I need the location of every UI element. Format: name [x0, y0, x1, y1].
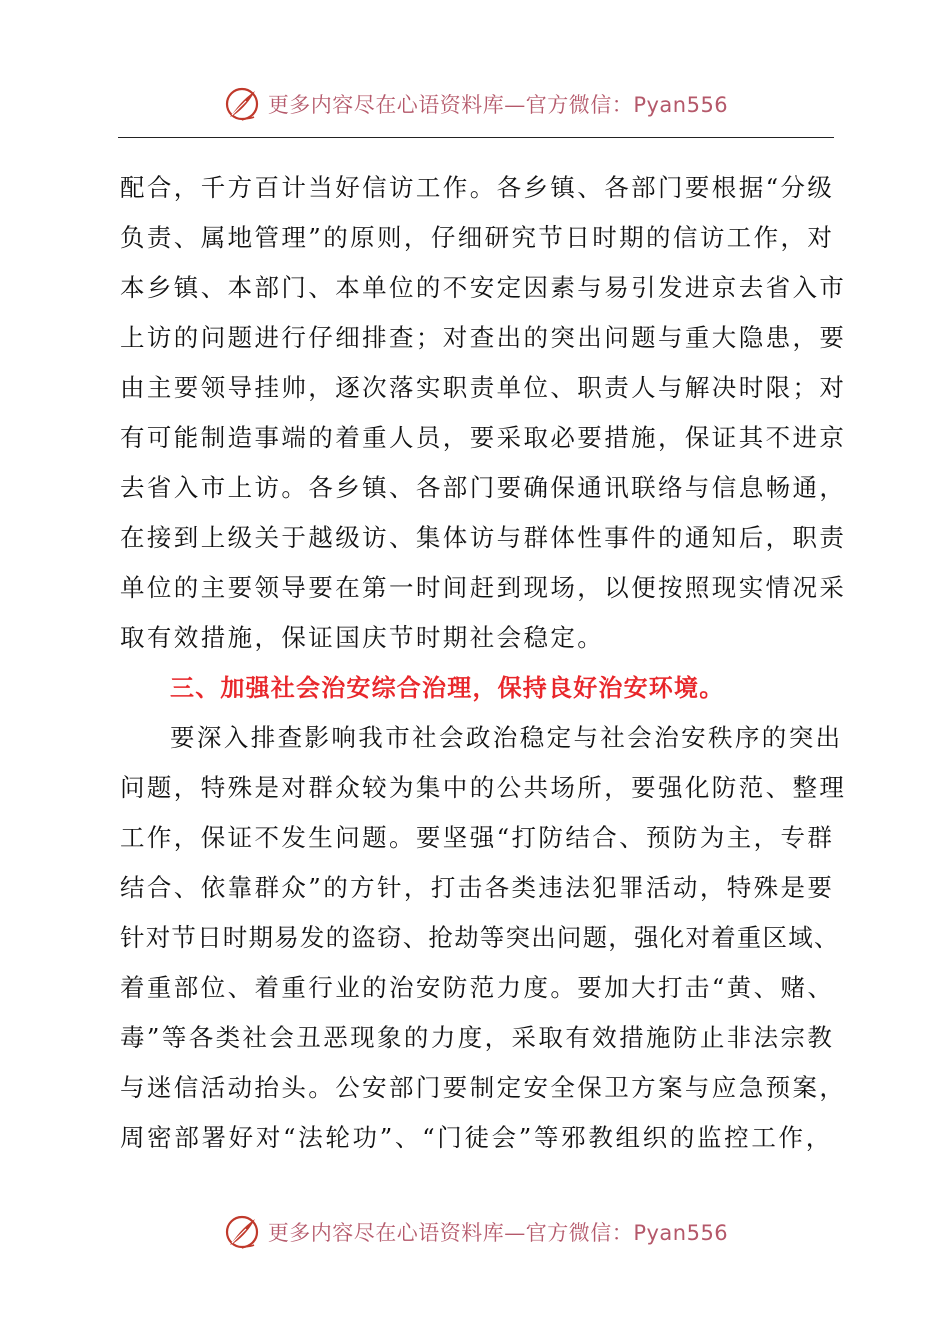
- watermark-text: [268, 89, 728, 119]
- text-line: 由主要领导挂帅，逐次落实职责单位、职责人与解决时限；对: [120, 373, 847, 402]
- quill-pen-logo-icon: [222, 1212, 262, 1252]
- document-body: [120, 163, 847, 1163]
- watermark-text: [268, 1217, 728, 1247]
- paragraph-1: [120, 163, 847, 663]
- header-watermark: [0, 84, 950, 124]
- watermark-wechat-id: Pyan556: [633, 1221, 729, 1245]
- text-line: 上访的问题进行仔细排查；对查出的突出问题与重大隐患，要: [120, 323, 847, 352]
- text-line: 针对节日时期易发的盗窃、抢劫等突出问题，强化对着重区域、: [120, 923, 840, 952]
- text-line: 单位的主要领导要在第一时间赶到现场，以便按照现实情况采: [120, 573, 847, 602]
- text-line: 周密部署好对“法轮功”、“门徒会”等邪教组织的监控工作，: [120, 1123, 832, 1152]
- text-line: 去省入市上访。各乡镇、各部门要确保通讯联络与信息畅通，: [120, 473, 847, 502]
- text-line: 有可能制造事端的着重人员，要采取必要措施，保证其不进京: [120, 423, 847, 452]
- text-line: 负责、属地管理”的原则，仔细研究节日时期的信访工作，对: [120, 223, 835, 252]
- watermark-label: 更多内容尽在心语资料库—官方微信：: [267, 1221, 634, 1245]
- text-line: 着重部位、着重行业的治安防范力度。要加大打击“黄、赌、: [120, 973, 835, 1002]
- quill-pen-logo-icon: [222, 84, 262, 124]
- section-heading: 三、加强社会治安综合治理，保持良好治安环境。: [170, 674, 725, 702]
- text-line: 在接到上级关于越级访、集体访与群体性事件的通知后，职责: [120, 523, 847, 552]
- text-line: 工作，保证不发生问题。要坚强“打防结合、预防为主，专群: [120, 823, 835, 852]
- watermark-label: 更多内容尽在心语资料库—官方微信：: [267, 93, 634, 117]
- text-line: 与迷信活动抬头。公安部门要制定安全保卫方案与应急预案，: [120, 1073, 847, 1102]
- text-line: 本乡镇、本部门、本单位的不安定因素与易引发进京去省入市: [120, 273, 847, 302]
- text-line: 配合，千方百计当好信访工作。各乡镇、各部门要根据“分级: [120, 173, 835, 202]
- text-line: 要深入排查影响我市社会政治稳定与社会治安秩序的突出: [170, 723, 843, 752]
- text-line: 取有效措施，保证国庆节时期社会稳定。: [120, 623, 605, 652]
- text-line: 结合、依靠群众”的方针，打击各类违法犯罪活动，特殊是要: [120, 873, 835, 902]
- watermark-wechat-id: Pyan556: [633, 93, 729, 117]
- text-line: 问题，特殊是对群众较为集中的公共场所，要强化防范、整理: [120, 773, 847, 802]
- header-divider: [118, 137, 834, 138]
- footer-watermark: [0, 1212, 950, 1252]
- text-line: 毒”等各类社会丑恶现象的力度，采取有效措施防止非法宗教: [120, 1023, 835, 1052]
- paragraph-2: [120, 713, 847, 1163]
